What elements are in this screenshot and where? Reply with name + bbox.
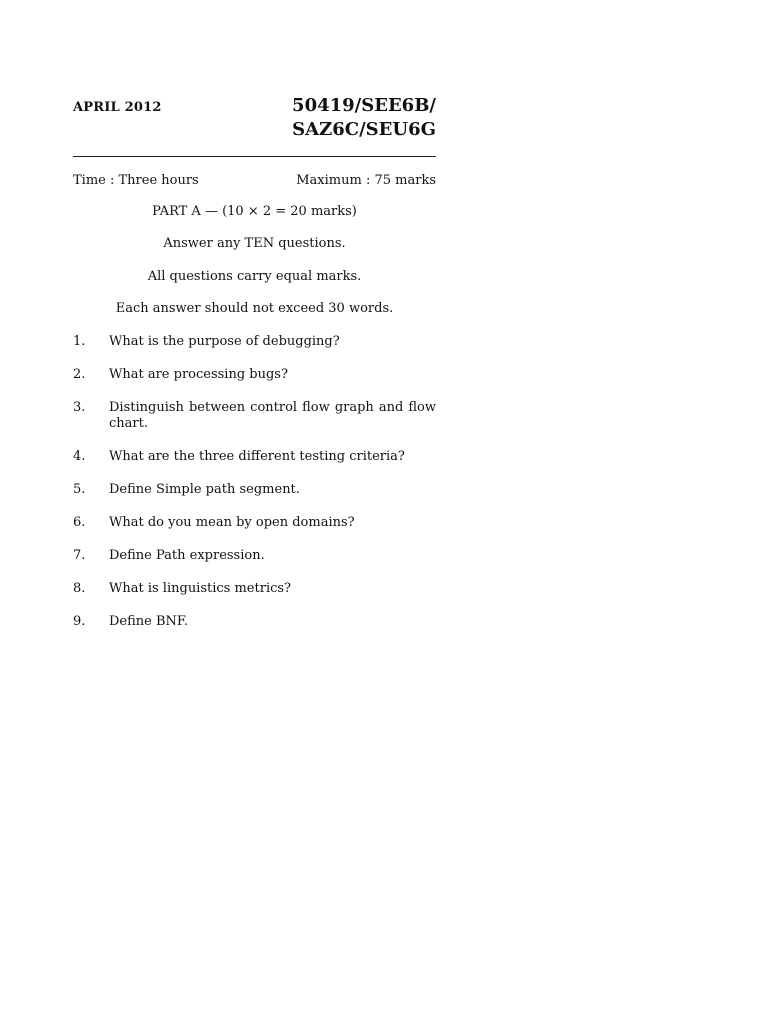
paper-code (292, 94, 436, 142)
question-item (73, 367, 436, 383)
question-text: What is linguistics metrics? (109, 581, 292, 596)
question-text: What is the purpose of debugging? (109, 334, 340, 349)
question-item (73, 614, 436, 630)
question-number: 6. (73, 515, 86, 530)
question-number: 1. (73, 334, 86, 349)
exam-meta (73, 173, 436, 188)
question-text: Distinguish between control flow graph and flow chart. (109, 400, 436, 431)
part-title: PART A — (10 × 2 = 20 marks) (152, 204, 357, 219)
paper-code-line1: 50419/SEE6B/ (292, 95, 436, 116)
instruction-answer-any: Answer any TEN questions. (163, 236, 346, 251)
exam-month: APRIL 2012 (73, 100, 162, 115)
question-text: Define Path expression. (109, 548, 265, 563)
question-item (73, 581, 436, 597)
question-number: 5. (73, 482, 86, 497)
question-text: Define Simple path segment. (109, 482, 300, 497)
question-number: 9. (73, 614, 86, 629)
question-number: 8. (73, 581, 86, 596)
instruction-equal-marks: All questions carry equal marks. (147, 269, 362, 284)
paper-code-line2: SAZ6C/SEU6G (292, 119, 436, 140)
question-text: What are the three different testing criteria? (109, 449, 405, 464)
question-text: What do you mean by open domains? (109, 515, 355, 530)
question-number: 2. (73, 367, 86, 382)
question-number: 3. (73, 400, 86, 415)
question-item (73, 449, 436, 465)
question-item (73, 400, 436, 432)
header-block (73, 94, 436, 152)
question-text: Define BNF. (109, 614, 189, 629)
question-item (73, 548, 436, 564)
question-number: 4. (73, 449, 86, 464)
maximum-marks: Maximum : 75 marks (296, 173, 436, 188)
question-number: 7. (73, 548, 86, 563)
header-divider (73, 156, 436, 157)
question-item (73, 515, 436, 531)
question-text: What are processing bugs? (109, 367, 288, 382)
question-item (73, 334, 436, 350)
time-allowed: Time : Three hours (73, 173, 199, 188)
question-list (73, 334, 436, 647)
question-item (73, 482, 436, 498)
exam-header (73, 94, 436, 152)
instruction-word-limit: Each answer should not exceed 30 words. (115, 301, 394, 316)
